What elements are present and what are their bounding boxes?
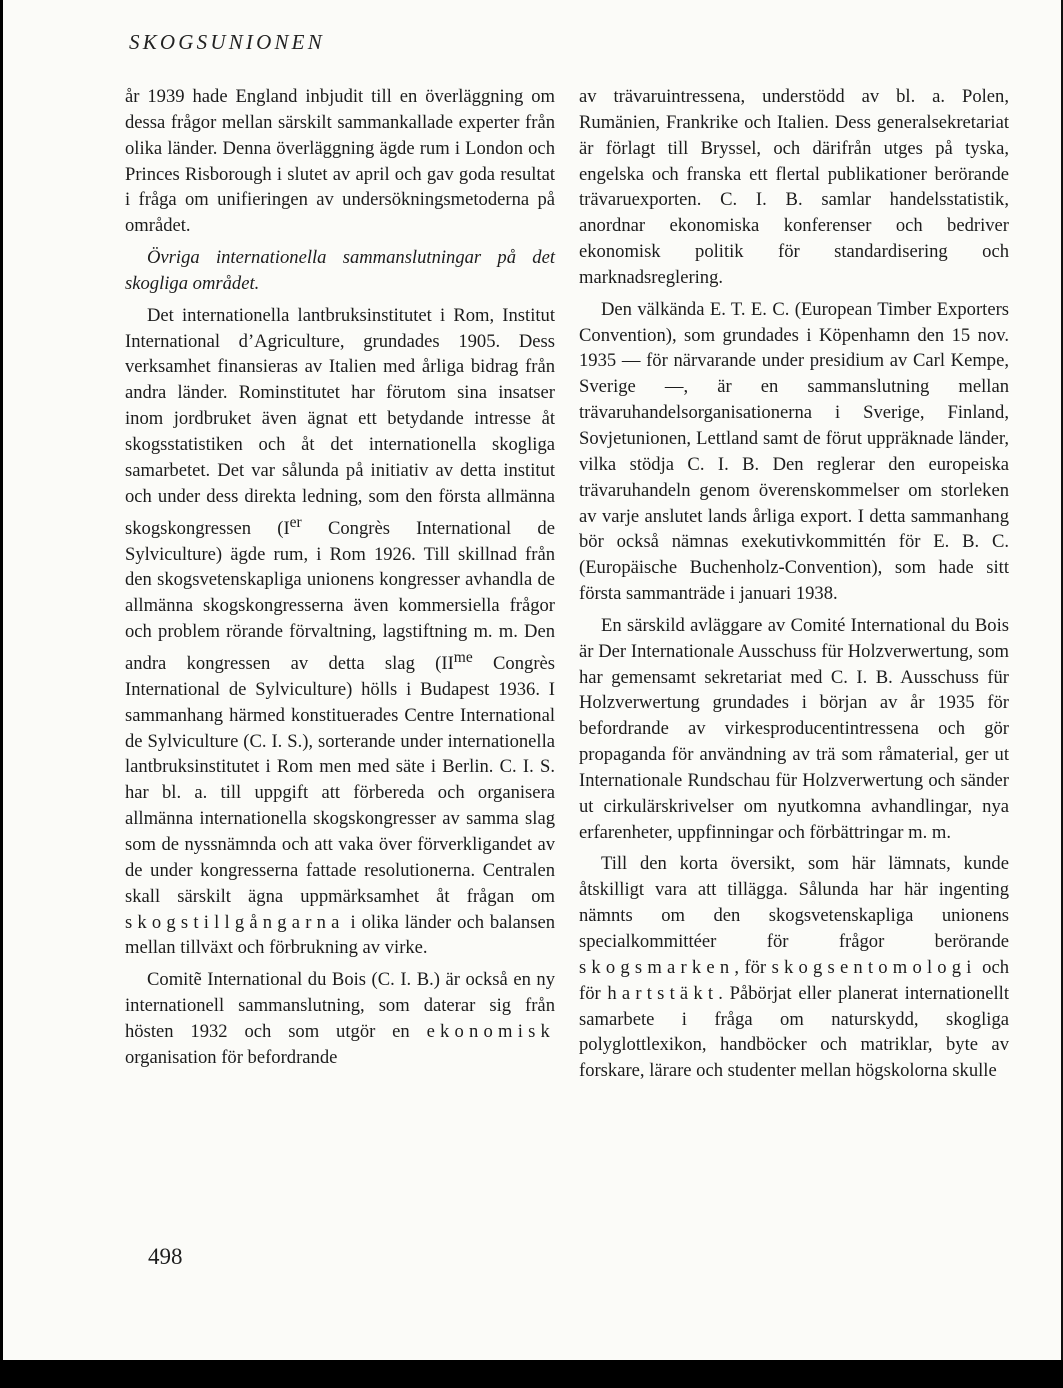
spaced-emphasis: skogsentomologi [771, 956, 977, 978]
paragraph-text: , för [734, 956, 772, 978]
left-paragraph-3 [125, 967, 555, 1070]
paragraph-text: Congrès International de Sylviculture) hölls i Budapest 1936. I sammanhang härmed konstituerades Centre International de Sylviculture (C. I. S.), sorterande under internationella lantbruksinstitutet i Rom men med säte i Berlin. C. I. S. har bl. a. till uppgift att förbereda och organisera allmänna internationella skogskongresser av samma slag som de nyssnämnda och att vaka över förverkligandet av de under kongresserna fattade resolutionerna. Centralen skall särskilt ägna uppmärksamhet åt frågan om [125, 653, 555, 907]
superscript: er [289, 513, 302, 531]
right-paragraph-2: Den välkända E. T. E. C. (European Timber Exporters Convention), som grundades i Köpenhamn den 15 nov. 1935 — för närvarande under presidium av Carl Kempe, Sverige —, är en sammanslutning mellan trävaruhandelsorganisationerna i Sverige, Finland, Sovjetunionen, Lettland samt de förut uppräknade länder, vilka stödja C. I. B. Den reglerar den europeiska trävaruhandeln genom överenskommelser om storleken av varje anslutet lands årliga export. I detta sammanhang bör också nämnas exekutivkommittén för E. B. C. (Europäische Buchenholz-Convention), som hade sitt första sammanträde i januari 1938. [579, 298, 1009, 605]
paragraph-text: Det internationella lantbruksinstitutet i Rom, Institut International d’Agriculture, grundades 1905. Dess verksamhet finansieras av Italien med årliga bidrag från andra länder. Rominstitutet har förutom sina insatser inom jordbruket även ägnat ett betydande intresse åt skogsstatistiken och åt det internationella skogliga samarbetet. Det var sålunda på initiativ av detta institut och under dess direkta ledning, som den första allmänna skogskongressen (I [125, 304, 555, 539]
paragraph-text: Congrès International de Sylviculture) ägde rum, i Rom 1926. Till skillnad från den skogsvetenskapliga unionens kongresser avhandla de allmänna skogskongresserna även kommersiella frågor och problem rörande förvaltning, lagstiftning m. m. Den andra kongressen av detta slag (II [125, 517, 555, 675]
section-heading: Övriga internationella sammanslutningar på det skogliga området. [125, 247, 555, 294]
spaced-emphasis: hartstäkt [607, 982, 719, 1004]
running-head: SKOGSUNIONEN [129, 30, 325, 54]
paragraph-text: . Påbörjat eller planerat internationellt samarbete i fråga om naturskydd, skogliga polyglottlexikon, handböcker och matriklar, byte av forskare, lärare och studenter mellan högskolorna skulle [579, 982, 1009, 1082]
spaced-emphasis: skogstillgångarna [125, 911, 345, 933]
left-paragraph-2 [125, 303, 555, 961]
paragraph-text: Till den korta översikt, som här lämnats, kunde åtskilligt vara att tillägga. Sålunda har här ingenting nämnts om den skogsvetenskapliga unionens specialkommittéer för frågor berörande [579, 853, 1009, 952]
spaced-emphasis: ekonomisk [426, 1020, 555, 1042]
paragraph-text: i olika länder och balansen mellan tillväxt och förbrukning av virke. [125, 911, 555, 959]
right-paragraph-4 [579, 851, 1009, 1084]
right-paragraph-3: En särskild avläggare av Comité International du Bois är Der Internationale Ausschuss für Holzverwertung, som har gemensamt sekretariat med C. I. B. Ausschuss für Holzverwertung grundades i början av år 1935 för befordrande av virkesproducentintressena och gör propaganda för användning av trä som råmaterial, ger ut Internationale Rundschau für Holzverwertung och sänder ut cirkulärskrivelser om nyutkomna avhandlingar, nya erfarenheter, uppfinningar och förbättringar m. m. [579, 614, 1009, 843]
right-column [579, 84, 1009, 1090]
paragraph-text: Comitẽ International du Bois (C. I. B.) är också en ny internationell sammanslutning, som daterar sig från hösten 1932 och som utgör en [125, 969, 555, 1042]
right-paragraph-1: av trävaruintressena, understödd av bl. a. Polen, Rumänien, Frankrike och Italien. Dess generalsekretariat är förlagt till Bryssel, och därifrån utges på tyska, engelska och franska ett flertal publikationer berörande trävaruexporten. C. I. B. samlar handelsstatistik, anordnar ekonomiska konferenser och bedriver ekonomisk politik för standardisering och marknadsreglering. [579, 86, 1009, 288]
paragraph-text: organisation för befordrande [125, 1046, 338, 1068]
left-paragraph-1: år 1939 hade England inbjudit till en överläggning om dessa frågor mellan särskilt sammankallade experter från olika länder. Denna överläggning ägde rum i London och Princes Risborough i slutet av april och gav goda resultat i fråga om unifieringen av undersökningsmetoderna på området. [125, 86, 555, 237]
page-number: 498 [148, 1244, 183, 1269]
spaced-emphasis: skogsmarken [579, 956, 735, 978]
superscript: me [453, 648, 473, 666]
paragraph-text: och för [579, 956, 1009, 1004]
left-column [125, 84, 555, 1077]
